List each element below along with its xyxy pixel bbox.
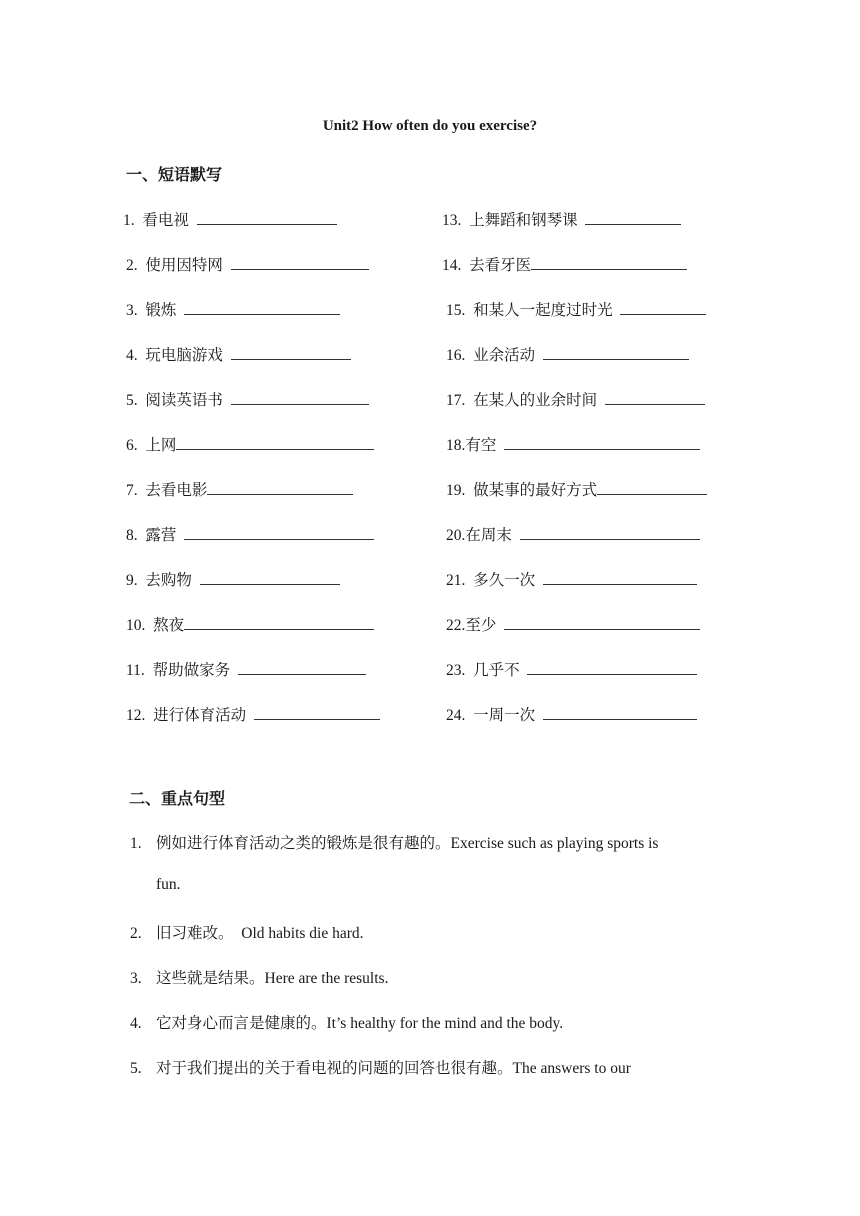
- vocab-item: 6. 上网: [126, 433, 374, 455]
- sentence-item: 2. 旧习难改。 Old habits die hard.: [130, 924, 364, 942]
- answer-blank[interactable]: [585, 210, 681, 225]
- sentence-item: 3. 这些就是结果。Here are the results.: [130, 969, 389, 987]
- vocab-item: 10. 熬夜: [126, 613, 374, 635]
- vocab-item: 5. 阅读英语书: [126, 388, 369, 410]
- vocab-item: 21. 多久一次: [446, 568, 697, 590]
- vocab-item: 4. 玩电脑游戏: [126, 343, 351, 365]
- vocab-item: 8. 露营: [126, 523, 374, 545]
- vocab-item: 24. 一周一次: [446, 703, 697, 725]
- answer-blank[interactable]: [176, 435, 374, 450]
- answer-blank[interactable]: [231, 255, 369, 270]
- answer-blank[interactable]: [605, 390, 705, 405]
- sentence-item: 4. 它对身心而言是健康的。It’s healthy for the mind and the body.: [130, 1014, 564, 1032]
- vocab-item: 7. 去看电影: [126, 478, 353, 500]
- answer-blank[interactable]: [197, 210, 337, 225]
- answer-blank[interactable]: [597, 480, 707, 495]
- vocab-item: 1. 看电视: [123, 208, 337, 230]
- vocab-item: 3. 锻炼: [126, 298, 340, 320]
- section2-heading: 二、重点句型: [129, 789, 226, 808]
- answer-blank[interactable]: [543, 705, 697, 720]
- answer-blank[interactable]: [520, 525, 700, 540]
- vocab-item: 19. 做某事的最好方式: [446, 478, 707, 500]
- answer-blank[interactable]: [207, 480, 353, 495]
- answer-blank[interactable]: [543, 570, 697, 585]
- answer-blank[interactable]: [620, 300, 706, 315]
- answer-blank[interactable]: [504, 435, 700, 450]
- answer-blank[interactable]: [184, 525, 374, 540]
- vocab-item: 11. 帮助做家务: [126, 658, 366, 680]
- vocab-item: 20.在周末: [446, 523, 700, 545]
- answer-blank[interactable]: [238, 660, 366, 675]
- vocab-item: 12. 进行体育活动: [126, 703, 380, 725]
- vocab-item: 14. 去看牙医: [442, 253, 687, 275]
- vocab-item: 15. 和某人一起度过时光: [446, 298, 706, 320]
- vocab-item: 13. 上舞蹈和钢琴课: [442, 208, 681, 230]
- answer-blank[interactable]: [231, 345, 351, 360]
- section1-heading: 一、短语默写: [126, 165, 223, 184]
- sentence-continuation: fun.: [156, 876, 181, 893]
- vocab-item: 18.有空: [446, 433, 700, 455]
- answer-blank[interactable]: [200, 570, 340, 585]
- answer-blank[interactable]: [531, 255, 687, 270]
- vocab-item: 9. 去购物: [126, 568, 340, 590]
- vocab-item: 22.至少: [446, 613, 700, 635]
- page-title: Unit2 How often do you exercise?: [322, 118, 538, 134]
- vocab-item: 17. 在某人的业余时间: [446, 388, 705, 410]
- answer-blank[interactable]: [184, 615, 374, 630]
- answer-blank[interactable]: [231, 390, 369, 405]
- answer-blank[interactable]: [543, 345, 689, 360]
- vocab-item: 16. 业余活动: [446, 343, 689, 365]
- sentence-item: 1. 例如进行体育活动之类的锻炼是很有趣的。Exercise such as playing sports is: [130, 834, 659, 852]
- answer-blank[interactable]: [504, 615, 700, 630]
- answer-blank[interactable]: [527, 660, 697, 675]
- answer-blank[interactable]: [184, 300, 340, 315]
- sentence-item: 5. 对于我们提出的关于看电视的问题的回答也很有趣。The answers to our: [130, 1059, 631, 1077]
- answer-blank[interactable]: [254, 705, 380, 720]
- vocab-item: 2. 使用因特网: [126, 253, 369, 275]
- vocab-item: 23. 几乎不: [446, 658, 697, 680]
